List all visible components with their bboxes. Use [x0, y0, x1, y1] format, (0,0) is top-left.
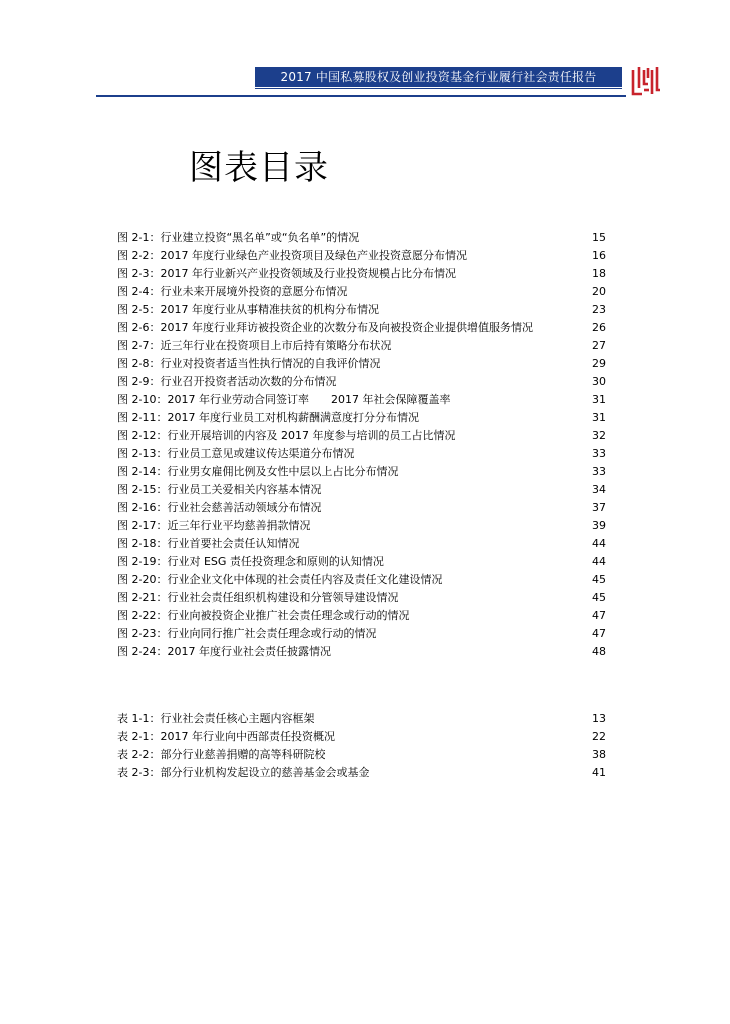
figure-toc-entry-page-number: 30 [592, 375, 606, 388]
figure-toc-entry[interactable] [117, 373, 606, 391]
figure-toc-entry[interactable] [117, 481, 606, 499]
table-toc-entry-page-number: 38 [592, 748, 606, 761]
table-toc-entry[interactable] [117, 764, 606, 782]
figure-toc-entry[interactable] [117, 427, 606, 445]
figure-toc-entry-label: 图 2-3：2017 年行业新兴产业投资领域及行业投资规模占比分布情况 [117, 267, 456, 280]
table-toc-entry[interactable] [117, 728, 606, 746]
figure-toc-entry-page-number: 31 [592, 393, 606, 406]
figure-toc-entry-page-number: 26 [592, 321, 606, 334]
table-toc-entry[interactable] [117, 746, 606, 764]
figure-toc-entry[interactable] [117, 409, 606, 427]
figure-toc-entry-label: 图 2-10：2017 年行业劳动合同签订率 2017 年社会保障覆盖率 [117, 393, 451, 406]
figure-toc-entry[interactable] [117, 391, 606, 409]
figure-toc-entry[interactable] [117, 319, 606, 337]
figure-toc-entry[interactable] [117, 517, 606, 535]
figure-toc-entry-page-number: 37 [592, 501, 606, 514]
figure-toc-entry-label: 图 2-9：行业召开投资者活动次数的分布情况 [117, 375, 337, 388]
figure-toc-entry-label: 图 2-14：行业男女雇佣比例及女性中层以上占比分布情况 [117, 465, 399, 478]
figure-toc-entry-page-number: 18 [592, 267, 606, 280]
figure-toc-entry[interactable] [117, 283, 606, 301]
figure-toc-entry-label: 图 2-24：2017 年度行业社会责任披露情况 [117, 645, 331, 658]
figure-toc-entry-page-number: 31 [592, 411, 606, 424]
figure-toc-entry[interactable] [117, 355, 606, 373]
figure-toc-entry-page-number: 47 [592, 627, 606, 640]
figure-toc-entry-page-number: 34 [592, 483, 606, 496]
figure-toc-entry-page-number: 45 [592, 591, 606, 604]
figure-toc-entry-label: 图 2-5：2017 年度行业从事精准扶贫的机构分布情况 [117, 303, 379, 316]
figure-toc-entry-page-number: 23 [592, 303, 606, 316]
figure-toc-entry-label: 图 2-23：行业向同行推广社会责任理念或行动的情况 [117, 627, 377, 640]
figure-toc-entry-page-number: 32 [592, 429, 606, 442]
figure-toc-entry[interactable] [117, 499, 606, 517]
figure-toc-entry-page-number: 48 [592, 645, 606, 658]
figure-toc-entry[interactable] [117, 463, 606, 481]
figure-toc-entry-label: 图 2-13：行业员工意见或建议传达渠道分布情况 [117, 447, 355, 460]
figure-toc-entry[interactable] [117, 535, 606, 553]
figure-toc-entry-page-number: 15 [592, 231, 606, 244]
figure-toc-entry-page-number: 33 [592, 465, 606, 478]
figure-toc-entry[interactable] [117, 301, 606, 319]
figure-toc-entry-page-number: 29 [592, 357, 606, 370]
page-title: 图表目录 [189, 148, 329, 188]
figure-toc-entry-label: 图 2-19：行业对 ESG 责任投资理念和原则的认知情况 [117, 555, 384, 568]
figure-toc-entry-label: 图 2-20：行业企业文化中体现的社会责任内容及责任文化建设情况 [117, 573, 443, 586]
table-toc-entry[interactable] [117, 710, 606, 728]
table-toc-entry-page-number: 22 [592, 730, 606, 743]
figure-toc-entry-label: 图 2-22：行业向被投资企业推广社会责任理念或行动的情况 [117, 609, 410, 622]
report-header-banner: 2017 中国私募股权及创业投资基金行业履行社会责任报告 [255, 67, 622, 87]
header-rule [96, 95, 626, 97]
figure-toc-entry-page-number: 39 [592, 519, 606, 532]
table-toc-entry-label: 表 2-3：部分行业机构发起设立的慈善基金会或基金 [117, 766, 370, 779]
figure-toc-entry-label: 图 2-7：近三年行业在投资项目上市后持有策略分布状况 [117, 339, 392, 352]
figure-toc-entry-label: 图 2-8：行业对投资者适当性执行情况的自我评价情况 [117, 357, 381, 370]
figure-toc-entry-label: 图 2-1：行业建立投资“黑名单”或“负名单”的情况 [117, 231, 360, 244]
figure-toc-entry-page-number: 47 [592, 609, 606, 622]
header-rule-upper [255, 88, 622, 89]
figure-toc-entry[interactable] [117, 445, 606, 463]
figure-toc-entry-page-number: 44 [592, 537, 606, 550]
figure-toc-entry-page-number: 27 [592, 339, 606, 352]
table-toc-list [117, 710, 606, 782]
figure-toc-entry-page-number: 45 [592, 573, 606, 586]
figure-toc-entry-label: 图 2-4：行业未来开展境外投资的意愿分布情况 [117, 285, 348, 298]
report-logo-icon [630, 64, 662, 98]
figure-toc-entry-page-number: 33 [592, 447, 606, 460]
figure-toc-entry[interactable] [117, 229, 606, 247]
figure-toc-entry-page-number: 44 [592, 555, 606, 568]
figure-toc-entry[interactable] [117, 337, 606, 355]
figure-toc-entry[interactable] [117, 589, 606, 607]
figure-toc-entry-label: 图 2-17：近三年行业平均慈善捐款情况 [117, 519, 311, 532]
figure-toc-entry[interactable] [117, 643, 606, 661]
table-toc-entry-label: 表 1-1：行业社会责任核心主题内容框架 [117, 712, 315, 725]
figure-toc-entry[interactable] [117, 553, 606, 571]
figure-toc-entry-label: 图 2-11：2017 年度行业员工对机构薪酬满意度打分分布情况 [117, 411, 419, 424]
figure-toc-list [117, 229, 606, 661]
table-toc-entry-page-number: 13 [592, 712, 606, 725]
figure-toc-entry-label: 图 2-21：行业社会责任组织机构建设和分管领导建设情况 [117, 591, 399, 604]
figure-toc-entry[interactable] [117, 607, 606, 625]
figure-toc-entry[interactable] [117, 265, 606, 283]
table-toc-entry-page-number: 41 [592, 766, 606, 779]
figure-toc-entry-label: 图 2-6：2017 年度行业拜访被投资企业的次数分布及向被投资企业提供增值服务情况 [117, 321, 533, 334]
figure-toc-entry-label: 图 2-16：行业社会慈善活动领域分布情况 [117, 501, 322, 514]
table-toc-entry-label: 表 2-1：2017 年行业向中西部责任投资概况 [117, 730, 335, 743]
figure-toc-entry-page-number: 16 [592, 249, 606, 262]
figure-toc-entry[interactable] [117, 247, 606, 265]
figure-toc-entry-label: 图 2-2：2017 年度行业绿色产业投资项目及绿色产业投资意愿分布情况 [117, 249, 467, 262]
figure-toc-entry-page-number: 20 [592, 285, 606, 298]
table-toc-entry-label: 表 2-2：部分行业慈善捐赠的高等科研院校 [117, 748, 326, 761]
figure-toc-entry-label: 图 2-15：行业员工关爱相关内容基本情况 [117, 483, 322, 496]
figure-toc-entry-label: 图 2-12：行业开展培训的内容及 2017 年度参与培训的员工占比情况 [117, 429, 456, 442]
figure-toc-entry[interactable] [117, 625, 606, 643]
figure-toc-entry-label: 图 2-18：行业首要社会责任认知情况 [117, 537, 300, 550]
figure-toc-entry[interactable] [117, 571, 606, 589]
